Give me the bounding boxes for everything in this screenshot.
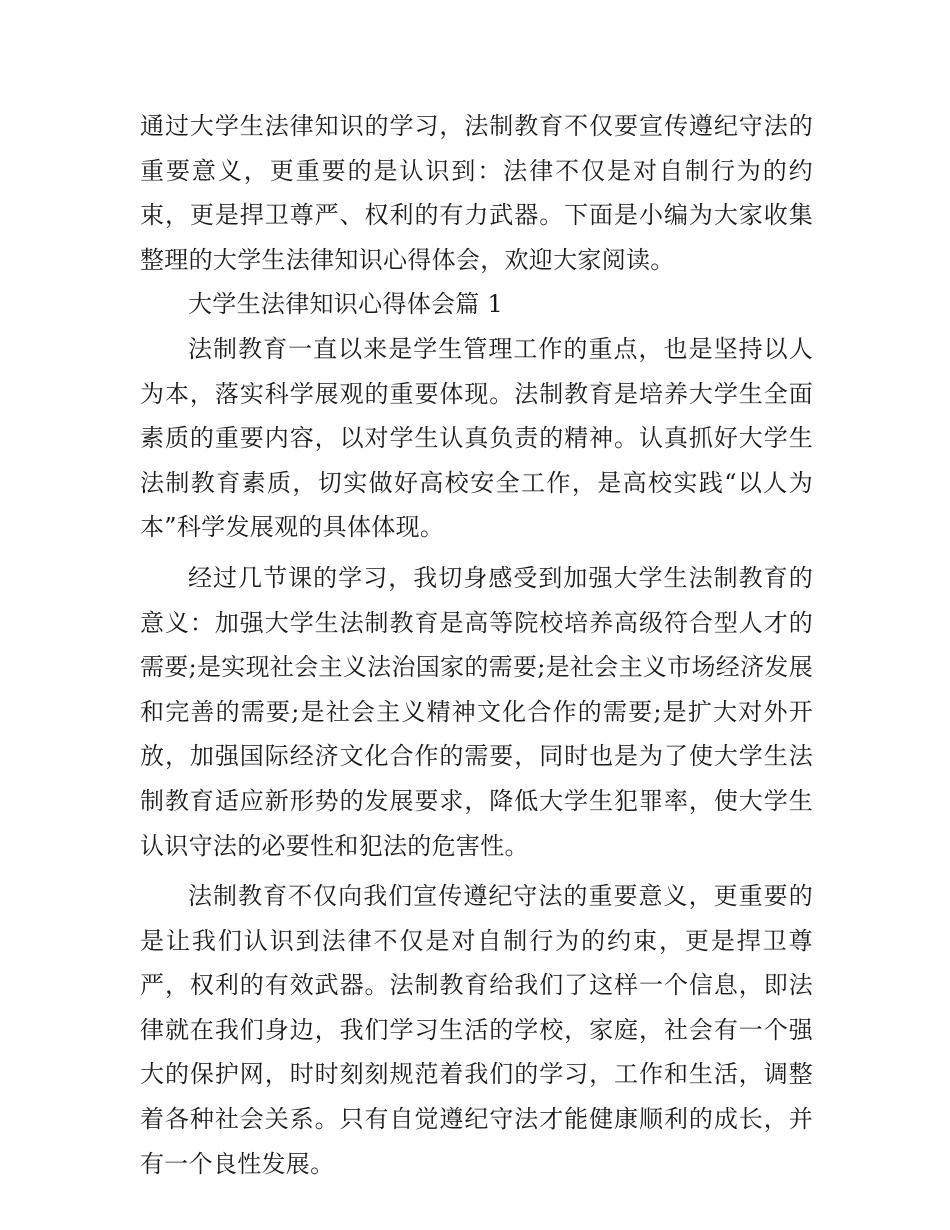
body-paragraph-3: 法制教育不仅向我们宣传遵纪守法的重要意义，更重要的是让我们认识到法律不仅是对自制行为的约束，更是捍卫尊严，权利的有效武器。法制教育给我们了这样一个信息，即法律就在我们身边，我们学习生活的学校，家庭，社会有一个强大的保护网，时时刻刻规范着我们的学习，工作和生活，调整着各种社会关系。只有自觉遵纪守法才能健康顺利的成长，并有一个良性发展。	[140, 882, 813, 1178]
body-paragraph-1: 法制教育一直以来是学生管理工作的重点，也是坚持以人为本，落实科学展观的重要体现。法制教育是培养大学生全面素质的重要内容，以对学生认真负责的精神。认真抓好大学生法制教育素质，切实做好高校安全工作，是高校实践“以人为本”科学发展观的具体体现。	[140, 334, 813, 542]
intro-paragraph: 通过大学生法律知识的学习，法制教育不仅要宣传遵纪守法的重要意义，更重要的是认识到：法律不仅是对自制行为的约束，更是捍卫尊严、权利的有力武器。下面是小编为大家收集整理的大学生法律知识心得体会，欢迎大家阅读。	[140, 112, 813, 274]
document-body	[140, 104, 813, 1186]
section-title: 大学生法律知识心得体会篇 1	[188, 290, 504, 319]
body-paragraph-2: 经过几节课的学习，我切身感受到加强大学生法制教育的意义：加强大学生法制教育是高等院校培养高级符合型人才的需要;是实现社会主义法治国家的需要;是社会主义市场经济发展和完善的需要;是社会主义精神文化合作的需要;是扩大对外开放，加强国际经济文化合作的需要，同时也是为了使大学生法制教育适应新形势的发展要求，降低大学生犯罪率，使大学生认识守法的必要性和犯法的危害性。	[140, 563, 813, 860]
